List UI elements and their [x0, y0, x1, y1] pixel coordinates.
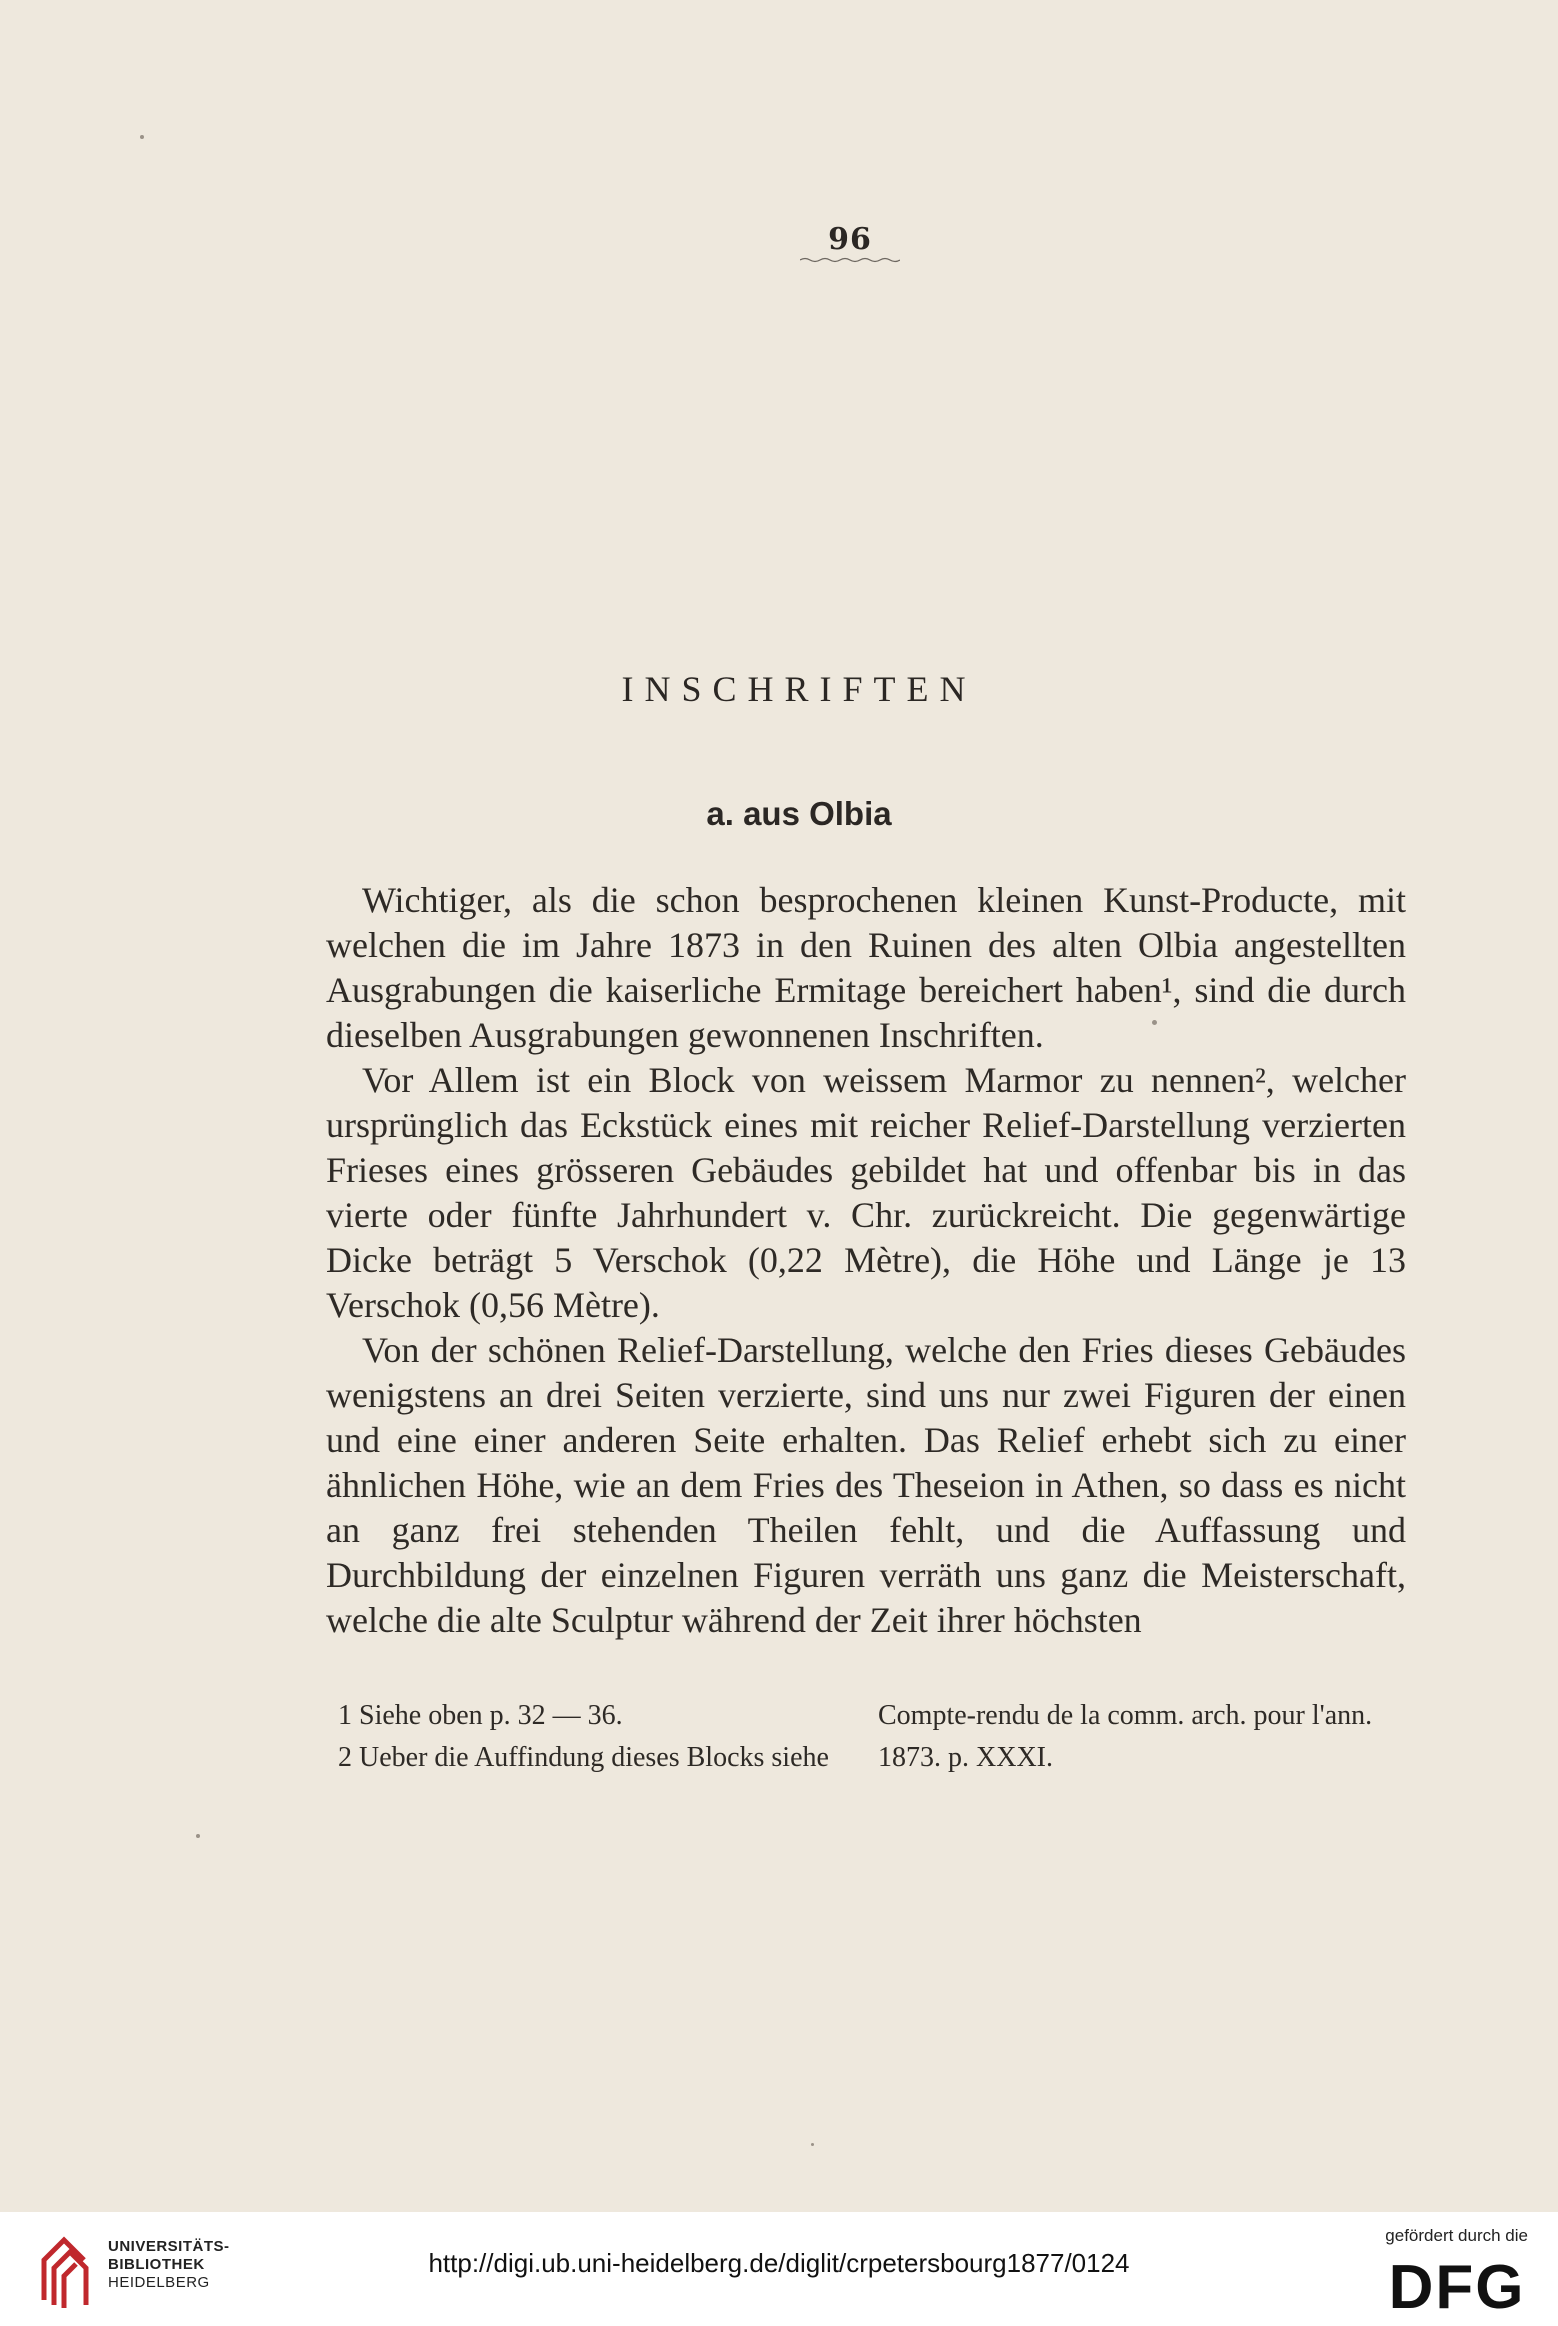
footnote-2: 2 Ueber die Auffindung dieses Blocks siehe	[338, 1742, 829, 1773]
dfg-logo-icon	[1382, 2256, 1532, 2314]
paragraph: Wichtiger, als die schon besprochenen kleinen Kunst-Producte, mit welchen die im Jahre 1873 in den Ruinen des alten Olbia angestellten Ausgrabungen die kaiserliche Ermitage bereichert haben¹, sind die durch dieselben Ausgrabungen gewonnenen Inschriften.	[326, 880, 1406, 1055]
permalink-url[interactable]: http://digi.ub.uni-heidelberg.de/diglit/crpetersbourg1877/0124	[428, 2248, 1130, 2278]
paper-speck	[1152, 1020, 1157, 1025]
footer-bar	[0, 2212, 1558, 2326]
paragraph: Vor Allem ist ein Block von weissem Marmor zu nennen², welcher ursprünglich das Eckstück eines mit reicher Relief-Darstellung verzierten Frieses eines grösseren Gebäudes gebildet hat und offenbar bis in das vierte oder fünfte Jahrhundert v. Chr. zurückreicht. Die gegenwärtige Dicke beträgt 5 Verschok (0,22 Mètre), die Höhe und Länge je 13 Verschok (0,56 Mètre).	[326, 1060, 1406, 1325]
library-name-line: HEIDELBERG	[108, 2274, 210, 2291]
body-text	[326, 878, 1406, 1643]
footnote-1: 1 Siehe oben p. 32 — 36.	[338, 1700, 623, 1731]
paper-speck	[140, 135, 144, 139]
library-name-line: UNIVERSITÄTS-	[108, 2238, 230, 2255]
footnote-1-continued: Compte-rendu de la comm. arch. pour l'ann.	[878, 1700, 1373, 1731]
footnote-2-continued: 1873. p. XXXI.	[878, 1742, 1053, 1773]
paragraph: Von der schönen Relief-Darstellung, welche den Fries dieses Gebäudes wenigstens an drei Seiten verzierte, sind uns nur zwei Figuren der einen und eine einer anderen Seite erhalten. Das Relief erhebt sich zu einer ähnlichen Höhe, wie an dem Fries des Theseion in Athen, so dass es nicht an ganz frei stehenden Theilen fehlt, und die Auffassung und Durchbildung der einzelnen Figuren verräth uns ganz die Meisterschaft, welche die alte Sculptur während der Zeit ihrer höchsten	[326, 1330, 1406, 1640]
funding-label: gefördert durch die	[1385, 2226, 1528, 2245]
page-number-ornament	[800, 257, 900, 263]
paper-speck	[811, 2143, 814, 2146]
footnotes	[338, 1695, 1408, 1779]
section-heading: INSCHRIFTEN	[621, 669, 977, 709]
page-number: 96	[828, 222, 872, 257]
paper-speck	[196, 1834, 200, 1838]
dfg-logo-text: DFG	[1388, 2256, 1526, 2314]
section-subheading: a. aus Olbia	[706, 795, 892, 832]
library-name-line: BIBLIOTHEK	[108, 2256, 205, 2273]
